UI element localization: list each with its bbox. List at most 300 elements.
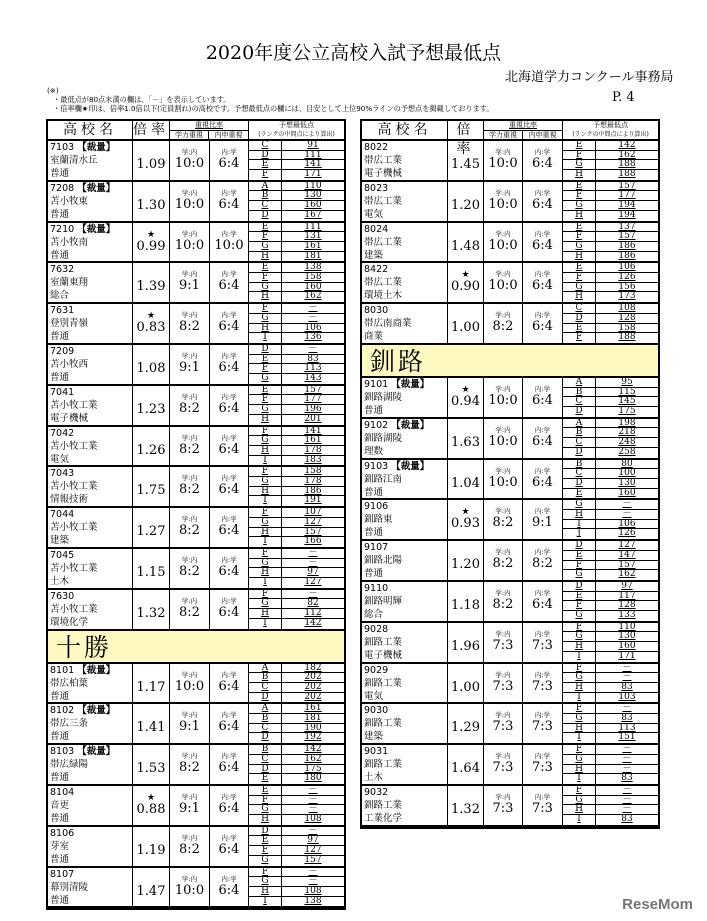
header-w1: 学力重視 [484, 131, 523, 140]
min-score: 202 [282, 683, 344, 693]
ratio-value: 1.64 [451, 761, 480, 777]
ratio-value: 0.88 [136, 801, 166, 817]
rank-letter: E [249, 263, 281, 273]
rank-cell [249, 745, 282, 784]
weight1-label: 学:内 [181, 433, 198, 442]
rank-letter: E [563, 182, 595, 192]
weight1-label: 学:内 [181, 670, 198, 679]
ratio-cell [448, 460, 484, 499]
weight1-value: 8:2 [179, 604, 200, 620]
school-name: 釧路東 [364, 514, 393, 526]
min-score: － [596, 664, 658, 674]
ratio-cell [133, 182, 170, 221]
min-score: 141 [282, 427, 344, 437]
score-cell [282, 664, 344, 703]
school-name: 帯広工業 [364, 277, 403, 289]
min-score: － [282, 549, 344, 559]
school-course: 普通 [364, 486, 384, 498]
school-course: 電子機械 [364, 649, 403, 661]
min-score: － [282, 868, 344, 878]
weight2-value: 6:4 [218, 882, 240, 898]
region-band: 釧路 [362, 345, 658, 378]
school-name-cell [362, 623, 448, 662]
rank-letter: B [249, 191, 281, 201]
school-course: 普通 [364, 568, 384, 580]
note-marker: (※) [47, 86, 59, 95]
rank-cell [249, 304, 282, 343]
school-name: 釧路明輝 [364, 595, 403, 607]
min-score: 162 [282, 755, 344, 765]
weight1-cell [484, 304, 523, 343]
weight1-label: 学:内 [495, 148, 511, 156]
score-cell [596, 704, 658, 743]
school-name-cell [48, 223, 133, 262]
school-name: 苫小牧工業 [50, 562, 98, 574]
school-code: 8022 [364, 142, 389, 153]
weight1-label: 学:内 [495, 670, 511, 679]
school-code-line [50, 182, 132, 195]
school-course: 理数 [364, 445, 384, 457]
school-name-cell [48, 304, 133, 343]
school-code: 9101 [364, 378, 389, 390]
weight1-value: 10:0 [488, 433, 518, 449]
min-score: 133 [618, 610, 636, 621]
rank-letter: F [563, 191, 595, 201]
school-name: 芽室 [50, 840, 70, 852]
rank-letter: F [563, 745, 595, 755]
min-score: 162 [618, 569, 636, 580]
school-code-line [50, 868, 132, 881]
weight2-cell [523, 500, 563, 539]
rank-letter: H [575, 169, 583, 180]
weight2-cell [210, 386, 249, 425]
rank-letter: I [263, 495, 267, 506]
table-row [48, 664, 344, 705]
ratio-value: 1.20 [451, 197, 480, 213]
rank-letter: F [563, 601, 595, 611]
min-score: 161 [282, 242, 344, 252]
ratio-value: 1.29 [451, 720, 480, 736]
min-score: 248 [596, 438, 658, 448]
rank-cell [563, 223, 596, 262]
rank-letter: G [563, 283, 595, 293]
weight1-value: 8:2 [179, 441, 200, 457]
min-score: － [596, 765, 658, 775]
weight2-label: 内:学 [534, 711, 551, 720]
school-course: 建築 [50, 535, 70, 547]
ratio-value: 1.41 [136, 720, 166, 736]
school-name: 苫小牧南 [50, 236, 89, 248]
score-cell [282, 786, 344, 825]
weight1-cell [484, 704, 523, 743]
school-name-cell [48, 182, 133, 221]
min-score: 106 [282, 324, 344, 334]
rank-letter: G [563, 632, 595, 642]
min-score: － [596, 745, 658, 755]
weight2-value: 6:4 [218, 841, 240, 857]
school-code: 8030 [364, 305, 389, 317]
rank-letter: F [563, 151, 595, 161]
school-code-line [50, 427, 132, 440]
min-score: 177 [282, 395, 344, 405]
header-w1: 学力重視 [170, 131, 209, 140]
rank-letter: F [563, 561, 595, 571]
rank-letter: F [261, 169, 269, 180]
weight1-cell [484, 541, 523, 580]
weight1-label: 学:内 [181, 270, 198, 279]
table-row [362, 704, 658, 745]
ratio-value: 1.53 [136, 761, 166, 777]
min-score: 137 [596, 223, 658, 233]
weight2-cell [210, 508, 249, 547]
rank-letter: I [577, 691, 581, 702]
score-cell [596, 500, 658, 539]
weight1-label: 学:内 [181, 515, 198, 524]
school-name: 苫小牧工業 [50, 399, 98, 411]
min-score: 103 [618, 691, 636, 702]
min-score: － [282, 786, 344, 796]
table-row [48, 427, 344, 468]
school-code: 7044 [50, 509, 75, 521]
rank-letter: E [563, 141, 595, 151]
weight1-label: 学:内 [181, 351, 198, 360]
rank-letter: G [249, 477, 281, 487]
school-code-line [50, 590, 132, 603]
min-score: － [596, 786, 658, 796]
rank-letter: C [249, 201, 281, 211]
min-score: 108 [282, 887, 344, 897]
min-score: 108 [596, 304, 658, 314]
weight2-cell [210, 786, 249, 825]
table-row [48, 182, 344, 223]
weight2-label: 内:学 [221, 833, 237, 842]
min-score: 161 [282, 436, 344, 446]
score-cell [282, 508, 344, 547]
min-score: 131 [282, 232, 344, 242]
weight2-label: 内:学 [534, 548, 551, 557]
school-name-cell [362, 378, 448, 417]
rank-cell [249, 664, 282, 703]
school-course: 商業 [364, 331, 384, 343]
weight2-label: 内:学 [221, 752, 237, 761]
rank-letter: G [249, 283, 281, 293]
min-score: 160 [618, 487, 636, 498]
min-score: 111 [282, 223, 344, 233]
school-course: 電気 [364, 208, 384, 220]
weight1-value: 8:2 [179, 760, 200, 776]
weight2-value: 7:3 [532, 719, 553, 735]
weight1-cell [170, 263, 210, 302]
weight1-value: 8:2 [179, 319, 200, 335]
ratio-cell [133, 704, 170, 743]
rank-letter: G [249, 314, 281, 324]
table-row [48, 386, 344, 427]
score-cell [282, 386, 344, 425]
ratio-cell [133, 745, 170, 784]
weight2-cell [210, 304, 249, 343]
score-cell [282, 868, 344, 907]
ratio-cell [448, 582, 484, 621]
rank-letter: G [563, 714, 595, 724]
rank-letter: F [249, 796, 281, 806]
weight2-cell [523, 786, 563, 825]
school-name: 釧路工業 [364, 718, 403, 730]
min-score: 158 [282, 467, 344, 477]
rank-cell [249, 786, 282, 825]
min-score: 202 [282, 673, 344, 683]
table-row [362, 745, 658, 786]
school-course: 普通 [50, 731, 70, 743]
ratio-cell [448, 541, 484, 580]
school-name: 苫小牧西 [50, 358, 89, 370]
rank-letter: E [249, 223, 281, 233]
school-name-cell [48, 386, 133, 425]
weight2-label: 内:学 [534, 752, 551, 761]
school-course: 普通 [50, 168, 70, 179]
rank-letter: I [263, 577, 267, 588]
school-tag: 【裁量】 [391, 378, 430, 390]
min-score: 97 [282, 836, 344, 846]
rank-letter: F [249, 232, 281, 242]
score-cell [282, 467, 344, 506]
ratio-value: 1.26 [136, 442, 166, 458]
school-name: 帯広柏葉 [50, 677, 89, 689]
rank-letter: F [249, 549, 281, 559]
school-course: 普通 [50, 812, 70, 824]
ratio-cell [448, 304, 484, 343]
rank-letter: D [261, 691, 269, 702]
weight1-cell [170, 427, 210, 466]
rank-cell [563, 182, 596, 221]
school-code-line [364, 500, 447, 513]
table-row [48, 745, 344, 786]
min-score: 106 [596, 263, 658, 273]
min-score: 113 [596, 724, 658, 734]
min-score: 128 [596, 314, 658, 324]
min-score: － [282, 304, 344, 314]
rank-letter: F [249, 427, 281, 437]
header-name: 高校名 [48, 121, 133, 139]
rank-letter: C [563, 438, 595, 448]
school-name: 釧路湖陵 [364, 391, 403, 403]
school-code-line [364, 786, 447, 799]
school-tag: 【裁量】 [391, 460, 430, 472]
school-name: 釧路工業 [364, 799, 403, 811]
min-score: 83 [621, 773, 633, 784]
weight2-label: 内:学 [534, 670, 551, 679]
min-score: － [596, 796, 658, 806]
table-row [362, 582, 658, 623]
weight2-cell [210, 427, 249, 466]
score-cell [596, 460, 658, 499]
ratio-value: 1.45 [451, 157, 480, 172]
school-name: 室蘭東翔 [50, 277, 89, 289]
weight2-value: 6:4 [532, 433, 553, 449]
weight1-value: 8:2 [492, 596, 514, 612]
table-header [48, 121, 344, 141]
score-cell [282, 263, 344, 302]
weight1-cell [484, 141, 523, 180]
min-score: 182 [282, 664, 344, 674]
min-score: － [596, 673, 658, 683]
school-code-line [364, 378, 447, 391]
weight2-cell [210, 827, 249, 866]
min-score: 158 [282, 273, 344, 283]
resemom-logo: ReseMom [622, 896, 693, 913]
rank-letter: E [563, 592, 595, 602]
weight2-cell [210, 664, 249, 703]
table-row [48, 786, 344, 827]
rank-letter: E [563, 324, 595, 334]
ratio-cell [133, 427, 170, 466]
rank-letter: E [563, 263, 595, 273]
rank-letter: B [563, 388, 595, 398]
min-score: 157 [282, 528, 344, 538]
weight1-cell [170, 704, 210, 743]
school-code-line [50, 664, 132, 677]
school-code: 7208 [50, 182, 75, 194]
school-course: 工業化学 [364, 812, 403, 824]
school-tag: 【裁量】 [77, 142, 116, 153]
ratio-value: 1.00 [451, 679, 480, 695]
rank-letter: E [563, 223, 595, 233]
ratio-value: 1.15 [136, 564, 166, 580]
school-course: 普通 [364, 527, 384, 539]
ratio-value: 1.09 [136, 157, 166, 172]
score-cell [596, 182, 658, 221]
min-score: 115 [596, 388, 658, 398]
ratio-value: 0.94 [451, 393, 480, 409]
school-code: 8103 [50, 746, 75, 758]
rank-letter: A [249, 182, 281, 192]
weight1-value: 8:2 [179, 400, 200, 416]
rank-letter: C [249, 724, 281, 734]
rank-letter: G [563, 160, 595, 170]
table-row [362, 419, 658, 460]
score-cell [282, 745, 344, 784]
min-score: 157 [596, 232, 658, 242]
weight2-label: 内:学 [534, 792, 551, 801]
rank-letter: B [249, 673, 281, 683]
rank-letter: F [563, 623, 595, 633]
ratio-value: 1.32 [136, 605, 166, 621]
rank-letter: C [563, 304, 595, 314]
school-name: 釧路北陽 [364, 555, 403, 567]
min-score: 196 [282, 405, 344, 415]
rank-letter: H [249, 446, 281, 456]
ratio-cell [133, 467, 170, 506]
min-score: 194 [596, 201, 658, 211]
weight1-cell [484, 263, 523, 302]
rank-letter: H [575, 209, 583, 220]
min-score: 126 [596, 273, 658, 283]
weight2-cell [523, 745, 563, 784]
score-cell [282, 345, 344, 384]
school-code-line [50, 223, 132, 236]
rank-cell [249, 590, 282, 629]
school-tag: 【裁量】 [391, 419, 430, 431]
note-1: ・最低点が80点未満の欄は、「－」を表示しています。 [53, 95, 231, 104]
rank-letter: H [261, 814, 269, 825]
rank-letter: F [249, 304, 281, 314]
table-row [48, 590, 344, 631]
ratio-value: 1.27 [136, 524, 166, 540]
school-name-cell [48, 868, 133, 907]
weight1-value: 10:0 [488, 196, 518, 212]
weight1-value: 10:0 [488, 392, 518, 408]
ratio-cell [448, 378, 484, 417]
rank-letter: F [249, 273, 281, 283]
header-min-label: 予想最低点 [593, 121, 628, 129]
weight2-cell [523, 304, 563, 343]
weight2-label: 内:学 [534, 425, 551, 434]
rank-letter: H [563, 683, 595, 693]
weight1-label: 学:内 [181, 188, 198, 197]
weight2-cell [523, 623, 563, 662]
rank-cell [563, 623, 596, 662]
school-name: 苫小牧工業 [50, 522, 98, 534]
school-code-line [364, 664, 447, 677]
min-score: 107 [282, 508, 344, 518]
weight1-label: 学:内 [181, 229, 198, 238]
min-score: 171 [618, 650, 636, 661]
min-score: 141 [282, 160, 344, 170]
min-score: 126 [618, 528, 636, 539]
school-name-cell [362, 223, 448, 262]
school-code: 7041 [50, 386, 75, 398]
rank-letter: I [263, 617, 267, 628]
rank-letter: B [563, 460, 595, 470]
table-row [48, 345, 344, 386]
rank-letter: I [263, 332, 267, 343]
min-score: 145 [596, 397, 658, 407]
rank-letter: H [261, 250, 269, 261]
school-code-line [364, 704, 447, 717]
weight2-value: 6:4 [218, 800, 240, 816]
star-mark: ★ [461, 507, 470, 518]
min-score: － [282, 590, 344, 600]
rank-letter: F [563, 664, 595, 674]
header-weight-label: 重視比率 [170, 121, 248, 131]
school-code: 7631 [50, 305, 75, 317]
ratio-cell [133, 386, 170, 425]
min-score: 97 [596, 582, 658, 592]
rank-letter: D [575, 406, 583, 417]
min-score: 157 [282, 386, 344, 396]
table-row [48, 223, 344, 264]
score-cell [596, 664, 658, 703]
weight2-label: 内:学 [534, 629, 551, 638]
rank-letter: I [263, 895, 267, 906]
school-name-cell [362, 182, 448, 221]
weight2-value: 8:2 [532, 556, 553, 572]
rank-letter: E [575, 487, 583, 498]
weight2-value: 7:3 [532, 760, 553, 776]
score-cell [596, 141, 658, 180]
header-min-score [563, 121, 658, 139]
weight2-cell [210, 745, 249, 784]
school-name-cell [48, 427, 133, 466]
weight2-cell [210, 182, 249, 221]
school-code-line [364, 223, 447, 236]
weight1-label: 学:内 [495, 792, 511, 801]
score-cell [282, 549, 344, 588]
weight2-label: 内:学 [221, 474, 237, 483]
rank-letter: G [563, 673, 595, 683]
school-tag: 【裁量】 [77, 182, 116, 194]
school-course: 土木 [364, 772, 384, 784]
weight2-label: 内:学 [221, 188, 237, 197]
